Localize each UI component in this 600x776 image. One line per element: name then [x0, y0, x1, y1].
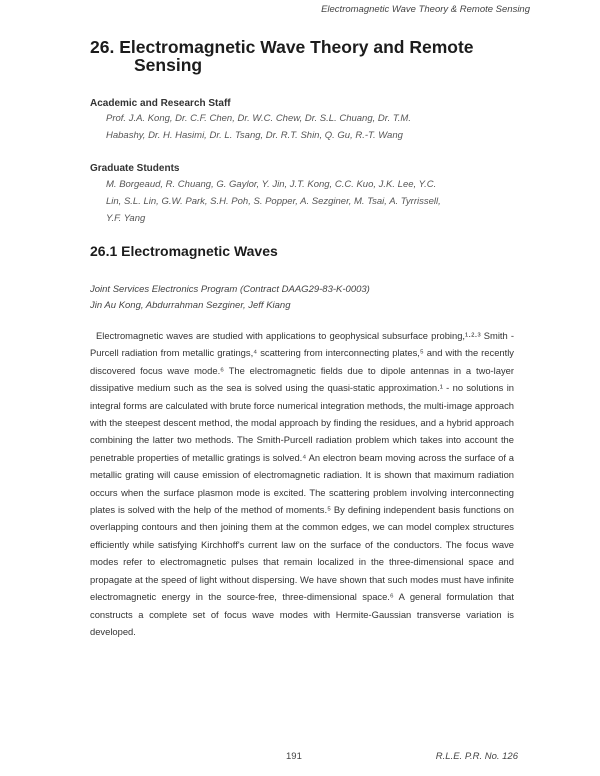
chapter-number: 26.	[90, 37, 115, 57]
chapter-title-line1: Electromagnetic Wave Theory and Remote	[119, 37, 474, 57]
chapter-title	[90, 38, 530, 74]
sponsor-block	[90, 282, 530, 314]
staff-line-2: Habashy, Dr. H. Hasimi, Dr. L. Tsang, Dr. R.T. Shin, Q. Gu, R.-T. Wang	[106, 130, 403, 141]
student-names	[106, 176, 526, 227]
report-number: R.L.E. P.R. No. 126	[435, 751, 518, 762]
staff-names	[106, 110, 526, 144]
page-number: 191	[286, 751, 302, 762]
staff-line-1: Prof. J.A. Kong, Dr. C.F. Chen, Dr. W.C. Chew, Dr. S.L. Chuang, Dr. T.M.	[106, 113, 411, 124]
students-line-3: Y.F. Yang	[106, 213, 146, 224]
running-head: Electromagnetic Wave Theory & Remote Sensing	[321, 4, 530, 15]
staff-heading: Academic and Research Staff	[90, 98, 231, 109]
investigators-line: Jin Au Kong, Abdurrahman Sezginer, Jeff Kiang	[90, 300, 291, 311]
students-line-1: M. Borgeaud, R. Chuang, G. Gaylor, Y. Jin, J.T. Kong, C.C. Kuo, J.K. Lee, Y.C.	[106, 179, 437, 190]
chapter-title-line2: Sensing	[134, 55, 203, 75]
sponsor-line: Joint Services Electronics Program (Contract DAAG29-83-K-0003)	[90, 284, 370, 295]
students-heading: Graduate Students	[90, 163, 180, 174]
students-line-2: Lin, S.L. Lin, G.W. Park, S.H. Poh, S. Popper, A. Sezginer, M. Tsai, A. Tyrrissell,	[106, 196, 441, 207]
section-title: 26.1 Electromagnetic Waves	[90, 243, 278, 259]
body-paragraph: Electromagnetic waves are studied with applications to geophysical subsurface probing,¹·²·³ Smith - Purcell radiation from metallic gratings,⁴ scattering from interconnecting plates,⁵ and with the recently discovered focus wave mode.⁶ The electromagnetic fields due to dipole antennas in a two-layer dissipative medium such as the sea is solved using the quasi-static approximation.¹ - no solutions in integral forms are calculated with brute force numerical integration methods, the multi-image approach with the steepest descent method, the modal approach by finding the residues, and a hybrid approach combining the latter two methods. The Smith-Purcell radiation problem which takes into account the penetrable properties of metallic gratings is solved.⁴ An electron beam moving across the surface of a metallic grating will cause emission of electromagnetic radiation. It is shown that maximum radiation occurs when the surface plasmon mode is excited. The scattering problem involving interconnecting plates is solved with the help of the method of moments.⁵ By defining independent basis functions on overlapping contours and then joining them at the common edges, we can model complex structures efficiently while satisfying Kirchhoff's current law on the surface of the conductors. The focus wave modes refer to electromagnetic pulses that remain localized in the three-dimensional space and propagate at the speed of light without dispersing. We have shown that such modes must have infinite electromagnetic energy in the source-free, three-dimensional space.⁶ A general formulation that constructs a complete set of focus wave modes with Hermite-Gaussian transverse variation is developed.	[90, 330, 514, 637]
